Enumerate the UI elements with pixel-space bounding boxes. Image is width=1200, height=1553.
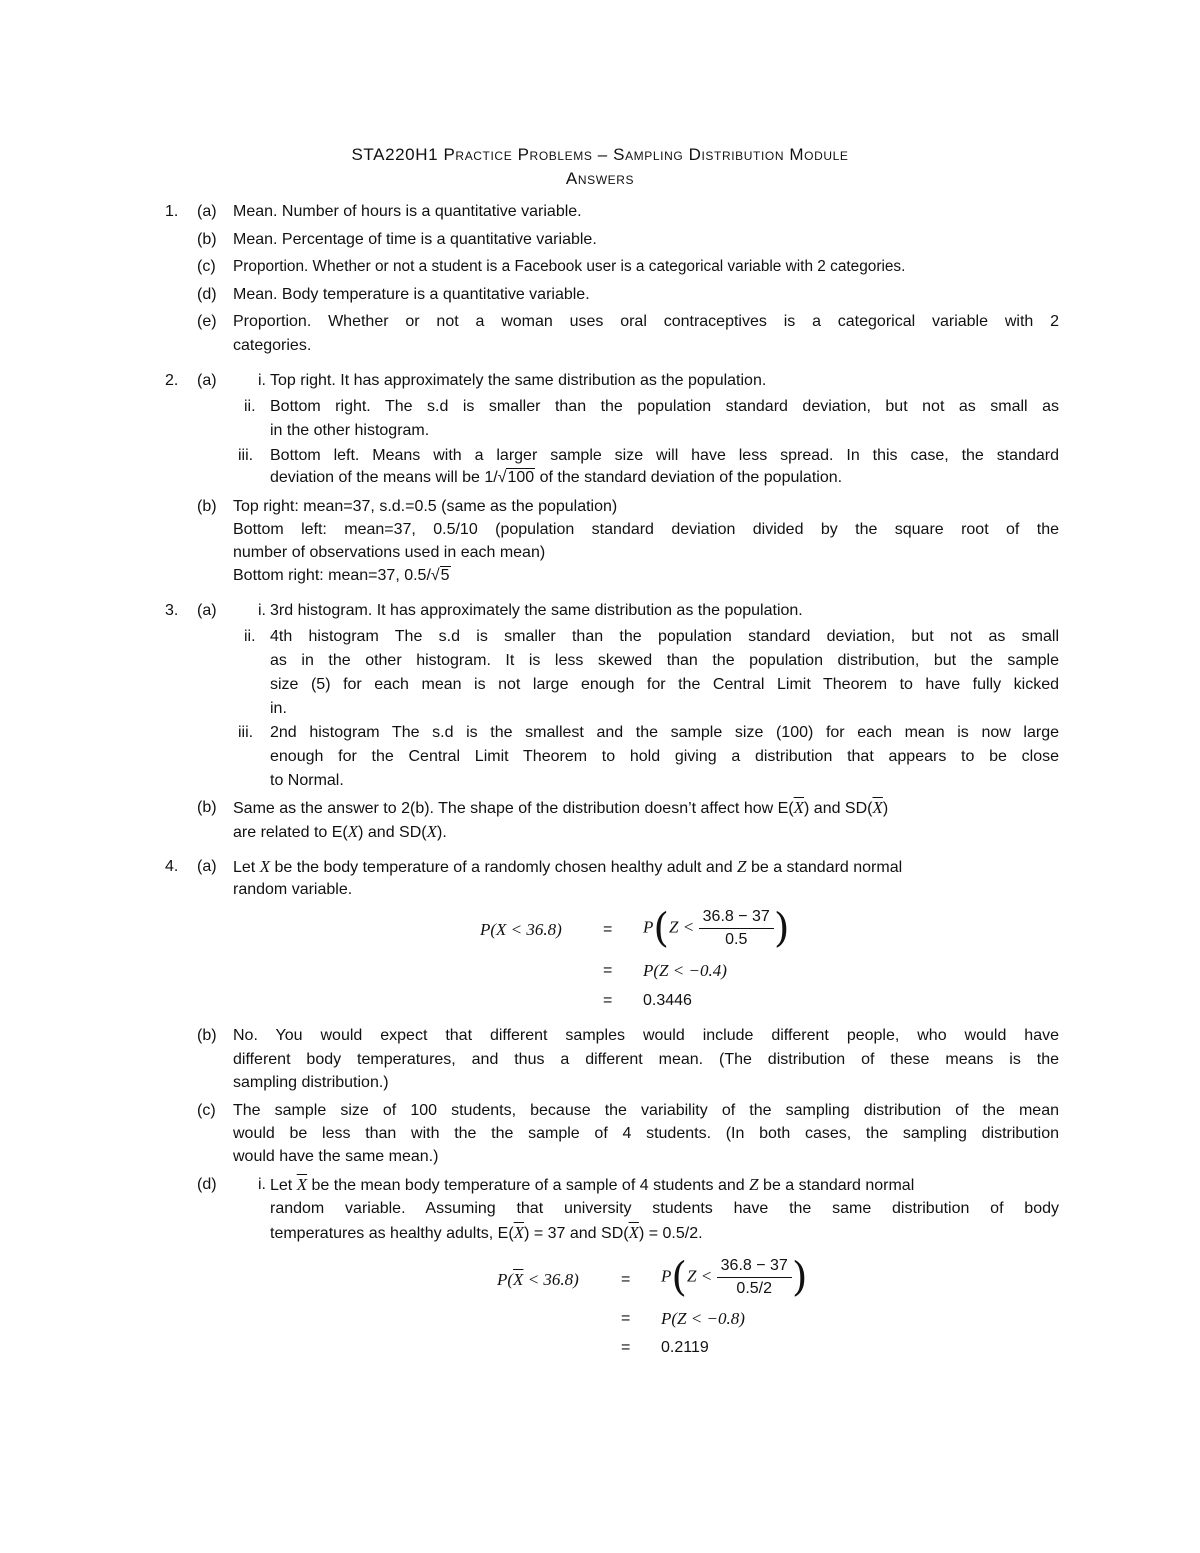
answer-text: as in the other histogram. It is less skewed than the population distribution, but the sample	[270, 652, 1059, 669]
part-label: (d)	[197, 1176, 217, 1193]
answer-text: number of observations used in each mean)	[233, 544, 546, 561]
part-label: (c)	[197, 1102, 216, 1119]
answer-text: 4th histogram The s.d is smaller than the population standard deviation, but not as small	[270, 628, 1059, 645]
answer-text: Mean. Percentage of time is a quantitative variable.	[233, 231, 597, 248]
answer-text: Same as the answer to 2(b). The shape of the distribution doesn’t affect how $E(\overline{X})$ and $SD(\overline{X})$	[233, 798, 889, 817]
answer-text: are related to E(X) and SD(X).	[233, 822, 447, 841]
answer-text: Proportion. Whether or not a woman uses oral contraceptives is a categorical variable with 2	[233, 313, 1059, 330]
subpart-label: i.	[258, 602, 266, 619]
part-label: (d)	[197, 286, 217, 303]
equals-sign: =	[621, 1310, 631, 1327]
document-title: STA220H1 Practice Problems – Sampling Distribution Module	[351, 145, 849, 164]
answer-text: random variable.	[233, 881, 353, 898]
part-label: (b)	[197, 498, 217, 515]
answer-text: The sample size of 100 students, because the variability of the sampling distribution of the mean	[233, 1102, 1059, 1119]
equation-result: 0.3446	[643, 992, 692, 1009]
answer-text: Bottom right. The s.d is smaller than the population standard deviation, but not as small as	[270, 398, 1059, 415]
subpart-label: i.	[258, 372, 266, 389]
answer-text: Let $\overline{X}$ be the mean body temperature of a sample of 4 students and Z be a standard normal	[270, 1175, 915, 1194]
part-label: (e)	[197, 313, 217, 330]
answer-text: Mean. Number of hours is a quantitative variable.	[233, 203, 582, 220]
subpart-label: iii.	[238, 724, 254, 741]
answer-text: would be less than with the the sample of 4 students. (In both cases, the sampling distribution	[233, 1125, 1059, 1142]
part-label: (a)	[197, 602, 217, 619]
question-number: 1.	[165, 203, 179, 220]
answer-text: Mean. Body temperature is a quantitative variable.	[233, 286, 590, 303]
part-label: (b)	[197, 799, 217, 816]
answer-text: 3rd histogram. It has approximately the same distribution as the population.	[270, 602, 803, 619]
part-label: (a)	[197, 203, 217, 220]
answer-text: in.	[270, 700, 287, 717]
answer-text: Bottom right: mean=37, 0.5/√5	[233, 567, 450, 584]
answer-text: to Normal.	[270, 772, 344, 789]
subpart-label: i.	[258, 1176, 266, 1193]
answer-text: Proportion. Whether or not a student is a Facebook user is a categorical variable with 2 categories.	[233, 258, 906, 275]
answer-text: temperatures as healthy adults, $E(\overline{X}) = 37$ and $SD(\overline{X}) = 0.5/2$.	[270, 1223, 703, 1242]
sqrt-expression: 5	[440, 567, 450, 584]
answer-text: Let X be the body temperature of a randomly chosen healthy adult and Z be a standard normal	[233, 857, 903, 876]
equals-sign: =	[621, 1339, 631, 1356]
equals-sign: =	[603, 921, 613, 938]
answer-text: Top right. It has approximately the same distribution as the population.	[270, 372, 767, 389]
document-subtitle: Answers	[565, 169, 635, 188]
answer-text: sampling distribution.)	[233, 1074, 389, 1091]
part-label: (a)	[197, 372, 217, 389]
equation-lhs: $P(\overline{X} < 36.8)$	[497, 1270, 579, 1289]
answer-text: Bottom left: mean=37, 0.5/10 (population standard deviation divided by the square root of the	[233, 521, 1059, 538]
question-number: 3.	[165, 602, 179, 619]
equation-result: 0.2119	[661, 1339, 709, 1356]
answer-text: size (5) for each mean is not large enough for the Central Limit Theorem to have fully kicked	[270, 676, 1059, 693]
question-number: 2.	[165, 372, 179, 389]
part-label: (a)	[197, 858, 217, 875]
answer-text: would have the same mean.)	[233, 1148, 439, 1165]
subpart-label: ii.	[244, 398, 256, 415]
equals-sign: =	[603, 992, 613, 1009]
equation-rhs: P(Z < −0.8)	[661, 1309, 745, 1328]
answer-text: different body temperatures, and thus a different mean. (The distribution of these means is the	[233, 1051, 1059, 1068]
question-number: 4.	[165, 858, 179, 875]
answer-text: No. You would expect that different samples would include different people, who would have	[233, 1027, 1059, 1044]
equation-rhs: P(Z < $\frac{36.8 - 37}{0.5}$ )	[643, 905, 790, 952]
answer-text: Top right: mean=37, s.d.=0.5 (same as the population)	[233, 498, 618, 515]
sqrt-expression: 100	[507, 469, 535, 486]
part-label: (b)	[197, 1027, 217, 1044]
part-label: (c)	[197, 258, 216, 275]
answer-text: in the other histogram.	[270, 422, 430, 439]
answer-text: enough for the Central Limit Theorem to hold giving a distribution that appears to be close	[270, 748, 1059, 765]
equals-sign: =	[621, 1271, 631, 1288]
answer-text: 2nd histogram The s.d is the smallest and the sample size (100) for each mean is now large	[270, 724, 1059, 741]
answer-text: Bottom left. Means with a larger sample size will have less spread. In this case, the standard	[270, 447, 1059, 464]
subpart-label: ii.	[244, 628, 256, 645]
subpart-label: iii.	[238, 447, 254, 464]
equation-lhs: P(X < 36.8)	[480, 920, 562, 939]
answer-text: deviation of the means will be 1/√100 of the standard deviation of the population.	[270, 469, 843, 486]
equation-rhs: P(Z < −0.4)	[643, 961, 727, 980]
equals-sign: =	[603, 962, 613, 979]
part-label: (b)	[197, 231, 217, 248]
equation-rhs: P(Z < $\frac{36.8 - 37}{0.5/2}$ )	[661, 1254, 808, 1301]
answer-text: random variable. Assuming that university students have the same distribution of body	[270, 1200, 1059, 1217]
answer-text: categories.	[233, 337, 312, 354]
